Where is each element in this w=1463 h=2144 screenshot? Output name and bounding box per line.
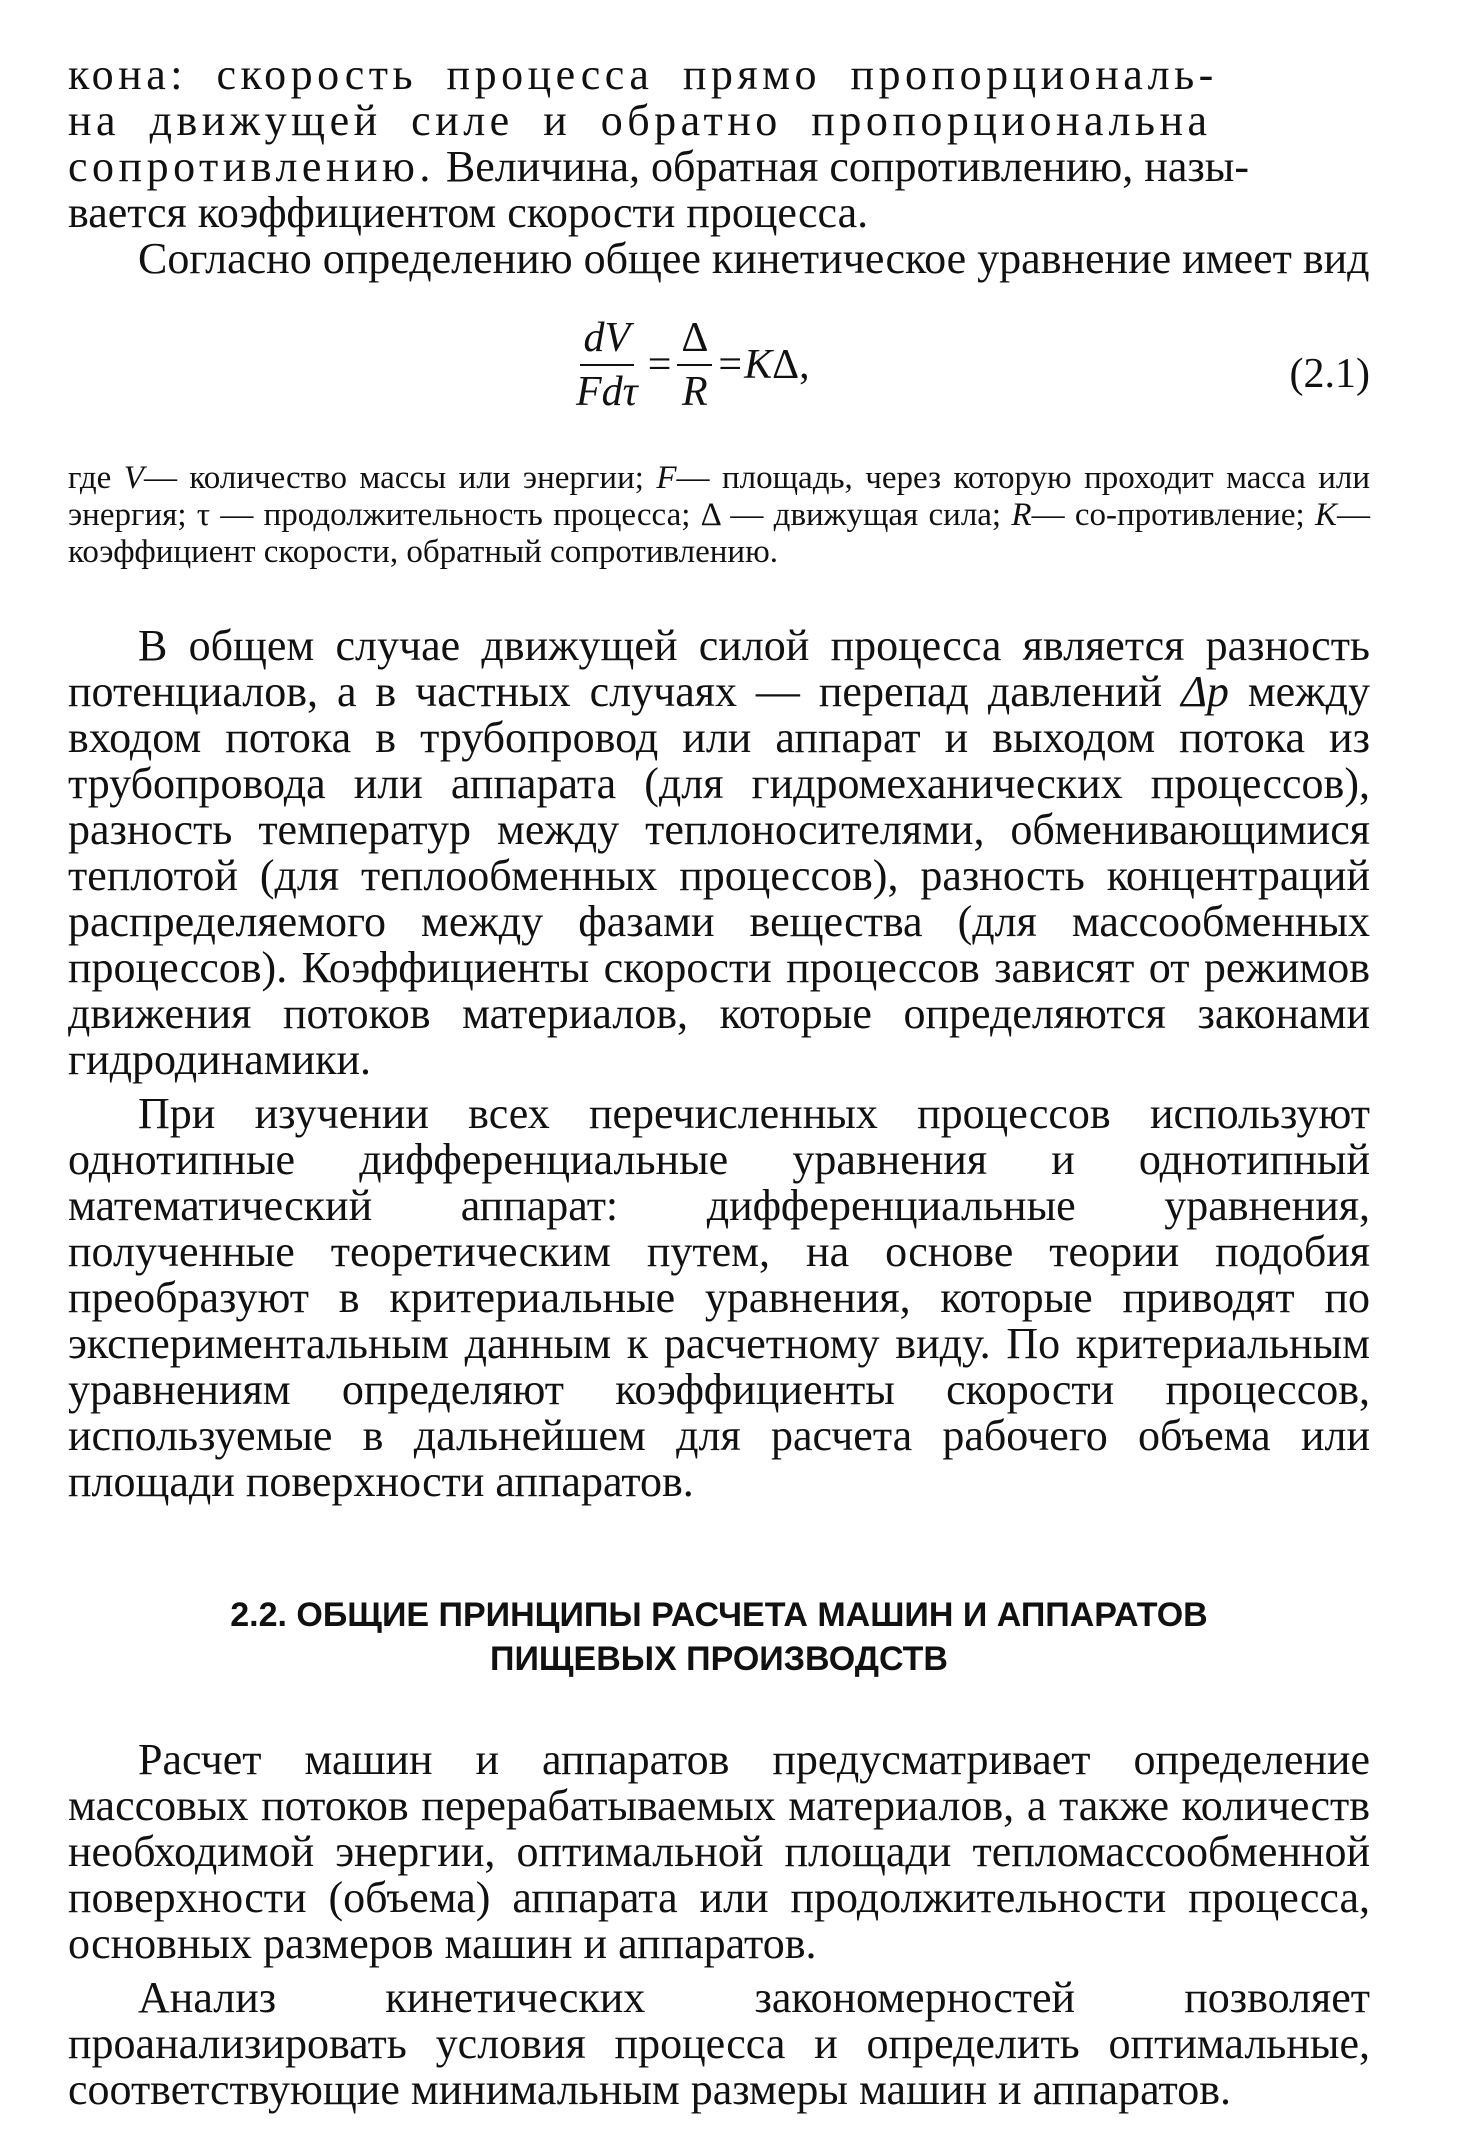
section-heading-2-2 <box>68 1593 1370 1681</box>
calculation-paragraph: Расчет машин и аппаратов предусматривает определение массовых потоков перерабатываемых материалов, а также количеств необходимой энергии, оптимальной площади тепломассообменной поверхности (объема) аппарата или продолжительности процесса, основных размеров машин и аппаратов. <box>68 1735 1370 1968</box>
section-heading-line-2: ПИЩЕВЫХ ПРОИЗВОДСТВ <box>490 1640 948 1678</box>
where-text: — со-противление; <box>1031 497 1315 533</box>
where-text: где <box>68 460 124 496</box>
intro-line-3-rest: Величина, обратная сопротивлению, назы- <box>434 142 1249 191</box>
equals-sign: = <box>647 342 672 388</box>
paragraph-text: между входом потока в трубопровод или аппарат и выходом потока из трубопровода или аппарата (для гидромеханических процессов), разность температур между теплоносителями, обменивающимися теплотой (для теплообменных процессов), разность концентраций распределяемого между фазами вещества (для массообменных процессов). Коэффициенты скорости процессов зависят от режимов движения потоков материалов, которые определяются законами гидродинамики. <box>68 667 1370 1084</box>
fraction-dv-fdtau <box>572 314 642 416</box>
section-heading-line-1: 2.2. ОБЩИЕ ПРИНЦИПЫ РАСЧЕТА МАШИН И АППАРАТОВ <box>230 1596 1208 1634</box>
fraction-numerator: dV <box>580 314 635 366</box>
delta-p: Δp <box>1181 667 1229 716</box>
variable-definitions <box>68 460 1370 571</box>
analysis-paragraph: Анализ кинетических закономерностей позволяет проанализировать условия процесса и определить оптимальные, соответствующие минимальным размеры машин и аппаратов. <box>68 1973 1370 2114</box>
fraction-delta-r <box>677 314 712 416</box>
var-v: V <box>123 460 144 496</box>
fraction-numerator: Δ <box>677 314 712 366</box>
equals-sign: = <box>718 342 743 388</box>
definition-paragraph: Согласно определению общее кинетическое уравнение имеет вид <box>138 234 1370 283</box>
var-f: F <box>656 460 677 496</box>
equation-rhs <box>744 341 810 389</box>
rhs-k: K <box>744 342 773 388</box>
fraction-denominator: R <box>682 369 708 415</box>
var-r: R <box>1011 497 1032 533</box>
where-text: — количество массы или энергии; <box>143 460 657 496</box>
intro-line-2: на движущей силе и обратно пропорциональна <box>68 96 1212 145</box>
book-page <box>68 52 1370 2113</box>
equation-2-1 <box>68 302 1370 452</box>
study-paragraph: При изучении всех перечисленных процессов используют однотипные дифференциальные уравнения и однотипный математический аппарат: дифференциальные уравнения, полученные теоретическим путем, на основе теории подобия преобразуют в критериальные уравнения, которые приводят по экспериментальным данным к расчетному виду. По критериальным уравнениям определяют коэффициенты скорости процессов, используемые в дальнейшем для расчета рабочего объема или площади поверхности аппаратов. <box>68 1089 1370 1506</box>
intro-line-4: вается коэффициентом скорости процесса. <box>68 188 869 237</box>
paragraph-text: В общем случае движущей силой процесса является разность потенциалов, а в частных случаях — перепад давлений <box>68 621 1370 716</box>
rhs-delta: Δ, <box>772 342 810 388</box>
fraction-denominator: Fdτ <box>576 369 638 415</box>
kinetic-equation <box>568 314 810 416</box>
where-text: — коэффициент скорости, обратный сопротивлению. <box>68 497 1370 570</box>
equation-number: (2.1) <box>1289 351 1370 397</box>
intro-line-3-spaced: сопротивлению. <box>68 142 435 191</box>
intro-paragraph <box>68 52 1370 236</box>
intro-line-1: кона: скорость процесса прямо пропорциональ- <box>68 50 1218 99</box>
var-k: K <box>1314 497 1337 533</box>
where-text: — площадь, через которую проходит масса или энергия; τ — продолжительность процесса; Δ — движущая сила; <box>68 460 1370 533</box>
driving-force-paragraph <box>68 623 1370 1083</box>
